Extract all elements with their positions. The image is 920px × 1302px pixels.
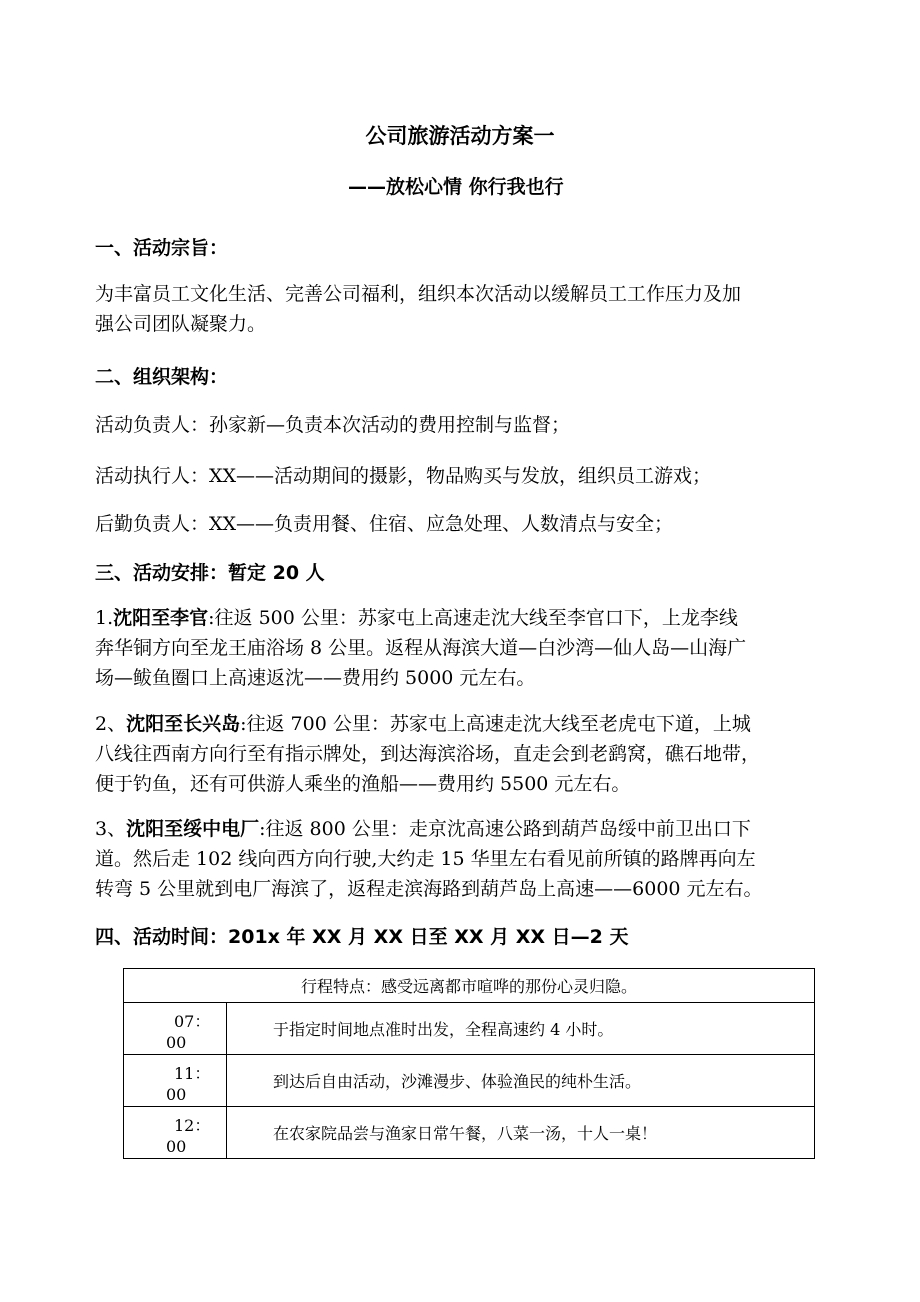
- route-name: 沈阳至长兴岛: [126, 713, 241, 735]
- section-heading-arrangement: 三、活动安排：暂定 20 人: [95, 562, 325, 584]
- route-name: 沈阳至李官: [113, 607, 209, 629]
- purpose-line: 强公司团队凝聚力。: [95, 313, 267, 335]
- org-item-logistics: 后勤负责人：XX——负责用餐、住宿、应急处理、人数清点与安全；: [95, 513, 674, 535]
- route-paragraph-1: [95, 603, 835, 693]
- time-hour: 11：: [174, 1064, 211, 1083]
- time-minute: 00: [166, 1033, 187, 1052]
- route-paragraph-3: [95, 814, 835, 904]
- table-row: [124, 1003, 815, 1055]
- schedule-feature: 行程特点：感受远离都市喧哗的那份心灵归隐。: [124, 969, 815, 1003]
- section-heading-time: 四、活动时间：201x 年 XX 月 XX 日至 XX 月 XX 日—2 天: [95, 926, 629, 948]
- schedule-description: 于指定时间地点准时出发，全程高速约 4 小时。: [227, 1003, 815, 1055]
- org-item-leader: 活动负责人：孙家新—负责本次活动的费用控制与监督；: [95, 414, 571, 436]
- route-paragraph-2: [95, 709, 835, 799]
- route-text: 场—鲅鱼圈口上高速返沈——费用约 5000 元左右。: [95, 667, 536, 689]
- route-text: :往返 800 公里：走京沈高速公路到葫芦岛绥中前卫出口下: [259, 818, 751, 840]
- route-text: :往返 700 公里：苏家屯上高速走沈大线至老虎屯下道，上城: [240, 713, 751, 735]
- route-text: :往返 500 公里：苏家屯上高速走沈大线至李官口下，上龙李线: [208, 607, 738, 629]
- schedule-time: [124, 1107, 227, 1159]
- document-title: 公司旅游活动方案一: [365, 124, 555, 148]
- schedule-description: 到达后自由活动，沙滩漫步、体验渔民的纯朴生活。: [227, 1055, 815, 1107]
- table-row: [124, 969, 815, 1003]
- route-number: 1.: [95, 607, 114, 629]
- route-text: 便于钓鱼，还有可供游人乘坐的渔船——费用约 5500 元左右。: [95, 773, 631, 795]
- time-hour: 07：: [174, 1012, 211, 1031]
- org-item-executor: 活动执行人：XX——活动期间的摄影，物品购买与发放，组织员工游戏；: [95, 465, 712, 487]
- route-name: 沈阳至绥中电厂: [126, 818, 260, 840]
- route-number: 2、: [95, 713, 127, 735]
- route-text: 转弯 5 公里就到电厂海滨了，返程走滨海路到葫芦岛上高速——6000 元左右。: [95, 878, 763, 900]
- purpose-line: 为丰富员工文化生活、完善公司福利，组织本次活动以缓解员工工作压力及加: [95, 283, 742, 305]
- section-heading-purpose: 一、活动宗旨：: [95, 237, 229, 259]
- table-row: [124, 1055, 815, 1107]
- schedule-time: [124, 1003, 227, 1055]
- route-text: 八线往西南方向行至有指示牌处，到达海滨浴场，直走会到老鹞窝，礁石地带，: [95, 743, 761, 765]
- schedule-description: 在农家院品尝与渔家日常午餐，八菜一汤，十人一桌！: [227, 1107, 815, 1159]
- time-hour: 12：: [174, 1116, 211, 1135]
- schedule-time: [124, 1055, 227, 1107]
- time-minute: 00: [166, 1085, 187, 1104]
- route-number: 3、: [95, 818, 127, 840]
- route-text: 奔华铜方向至龙王庙浴场 8 公里。返程从海滨大道—白沙湾—仙人岛—山海广: [95, 637, 747, 659]
- document-subtitle: ——放松心情 你行我也行: [348, 176, 564, 198]
- section-heading-organization: 二、组织架构：: [95, 366, 229, 388]
- purpose-paragraph: [95, 279, 835, 339]
- schedule-table: [123, 968, 815, 1159]
- time-minute: 00: [166, 1137, 187, 1156]
- route-text: 道。然后走 102 线向西方向行驶,大约走 15 华里左右看见前所镇的路牌再向左: [95, 848, 756, 870]
- table-row: [124, 1107, 815, 1159]
